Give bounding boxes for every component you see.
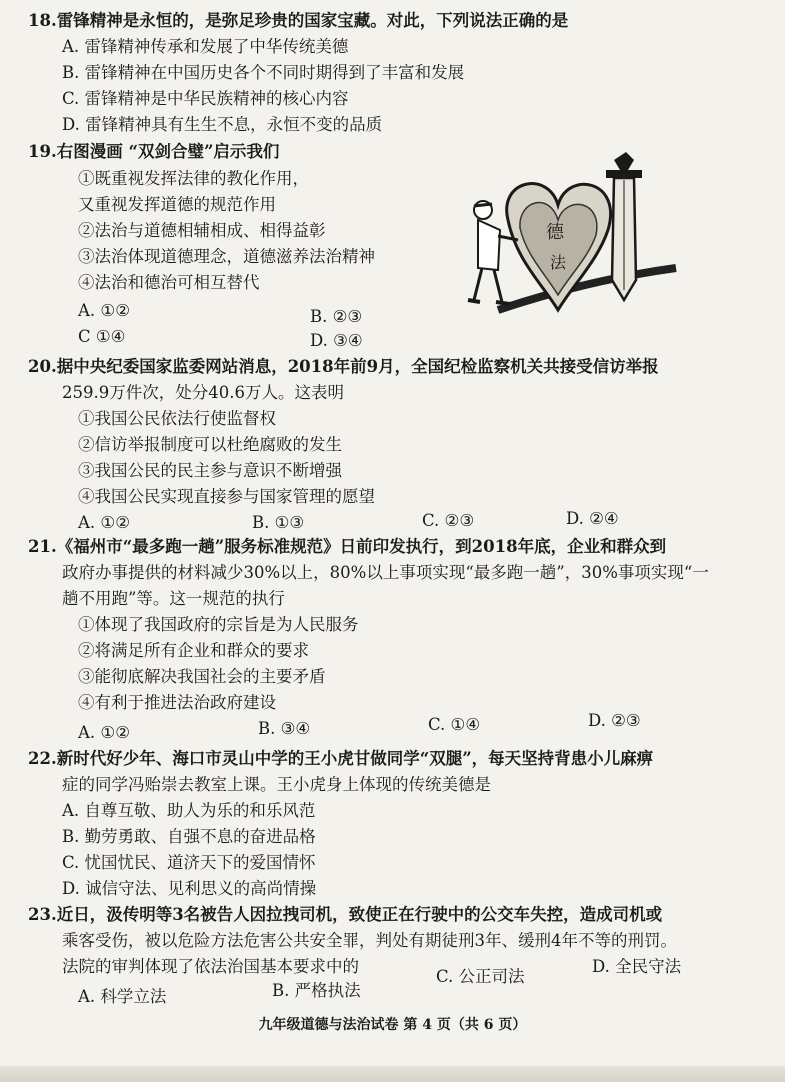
- q23-stem-1: 23.近日，汲传明等3名被告人因拉拽司机，致使正在行驶中的公交车失控，造成司机或: [28, 905, 663, 924]
- q19-option-b: B. ②③: [310, 307, 363, 326]
- q21-stem-3: 趟不用跑”等。这一规范的执行: [62, 589, 285, 608]
- q23-option-b: B. 严格执法: [272, 981, 361, 1000]
- q21-item-1: ①体现了我国政府的宗旨是为人民服务: [78, 615, 359, 634]
- q23-stem-3: 法院的审判体现了依法治国基本要求中的: [62, 957, 359, 976]
- q18-option-d: D. 雷锋精神具有生生不息，永恒不变的品质: [62, 115, 383, 134]
- q18-option-c: C. 雷锋精神是中华民族精神的核心内容: [62, 89, 349, 108]
- q19-item-1: ①既重视发挥法律的教化作用，: [78, 169, 309, 188]
- q20-stem-1: 20.据中央纪委国家监委网站消息，2018年前9月，全国纪检监察机关共接受信访举报: [28, 357, 659, 376]
- q22-stem-1: 22.新时代好少年、海口市灵山中学的王小虎甘做同学“双腿”，每天坚持背患小儿麻痹: [28, 749, 654, 768]
- q20-item-1: ①我国公民依法行使监督权: [78, 409, 276, 428]
- q20-item-2: ②信访举报制度可以杜绝腐败的发生: [78, 435, 342, 454]
- q22-option-b: B. 勤劳勇敢、自强不息的奋进品格: [62, 827, 316, 846]
- q20-stem-2: 259.9万件次，处分40.6万人。这表明: [62, 383, 344, 402]
- q21-item-4: ④有利于推进法治政府建设: [78, 693, 276, 712]
- page-footer: 九年级道德与法治试卷 第 4 页（共 6 页）: [258, 1017, 527, 1033]
- q20-option-d: D. ②④: [566, 509, 619, 528]
- q22-option-a: A. 自尊互敬、助人为乐的和乐风范: [62, 801, 316, 820]
- q21-stem-1: 21.《福州市“最多跑一趟”服务标准规范》日前印发执行，到2018年底，企业和群众到: [28, 537, 667, 556]
- q18-option-b: B. 雷锋精神在中国历史各个不同时期得到了丰富和发展: [62, 63, 465, 82]
- q23-option-d: D. 全民守法: [592, 957, 682, 976]
- q21-option-b: B. ③④: [258, 719, 311, 738]
- q21-option-a: A. ①②: [78, 723, 130, 742]
- q23-stem-2: 乘客受伤，被以危险方法危害公共安全罪，判处有期徒刑3年、缓刑4年不等的刑罚。: [62, 931, 677, 950]
- q20-item-3: ③我国公民的民主参与意识不断增强: [78, 461, 342, 480]
- q23-option-c: C. 公正司法: [436, 967, 525, 986]
- q19-stem: 19.右图漫画 “双剑合璧”启示我们: [28, 142, 280, 161]
- q21-item-3: ③能彻底解决我国社会的主要矛盾: [78, 667, 326, 686]
- q19-option-a: A. ①②: [78, 301, 130, 320]
- q19-option-c: C ①④: [78, 327, 126, 346]
- q22-stem-2: 症的同学冯贻崇去教室上课。王小虎身上体现的传统美德是: [62, 775, 491, 794]
- cartoon-double-sword: [438, 150, 678, 340]
- q18-stem: 18.雷锋精神是永恒的，是弥足珍贵的国家宝藏。对此，下列说法正确的是: [28, 11, 569, 30]
- q18-option-a: A. 雷锋精神传承和发展了中华传统美德: [62, 37, 349, 56]
- cartoon-illustration: [438, 150, 678, 340]
- q22-option-c: C. 忧国忧民、道济天下的爱国情怀: [62, 853, 316, 872]
- q23-option-a: A. 科学立法: [78, 987, 167, 1006]
- q20-option-b: B. ①③: [252, 513, 305, 532]
- q21-stem-2: 政府办事提供的材料减少30%以上，80%以上事项实现“最多跑一趟”，30%事项实现“一: [62, 563, 709, 582]
- q20-item-4: ④我国公民实现直接参与国家管理的愿望: [78, 487, 375, 506]
- q19-item-3: ③法治体现道德理念，道德滋养法治精神: [78, 247, 375, 266]
- q19-item-2: ②法治与道德相辅相成、相得益彰: [78, 221, 326, 240]
- q22-option-d: D. 诚信守法、见利思义的高尚情操: [62, 879, 317, 898]
- cartoon-label-fa: 法: [550, 253, 567, 272]
- q19-option-d: D. ③④: [310, 331, 363, 350]
- scan-edge-shadow: [0, 1066, 785, 1082]
- cartoon-label-de: 德: [546, 222, 564, 243]
- q19-item-1b: 又重视发挥道德的规范作用: [78, 195, 276, 214]
- q21-item-2: ②将满足所有企业和群众的要求: [78, 641, 309, 660]
- q20-option-a: A. ①②: [78, 513, 130, 532]
- q21-option-d: D. ②③: [588, 711, 641, 730]
- q20-option-c: C. ②③: [422, 511, 475, 530]
- q19-item-4: ④法治和德治可相互替代: [78, 273, 260, 292]
- q21-option-c: C. ①④: [428, 715, 481, 734]
